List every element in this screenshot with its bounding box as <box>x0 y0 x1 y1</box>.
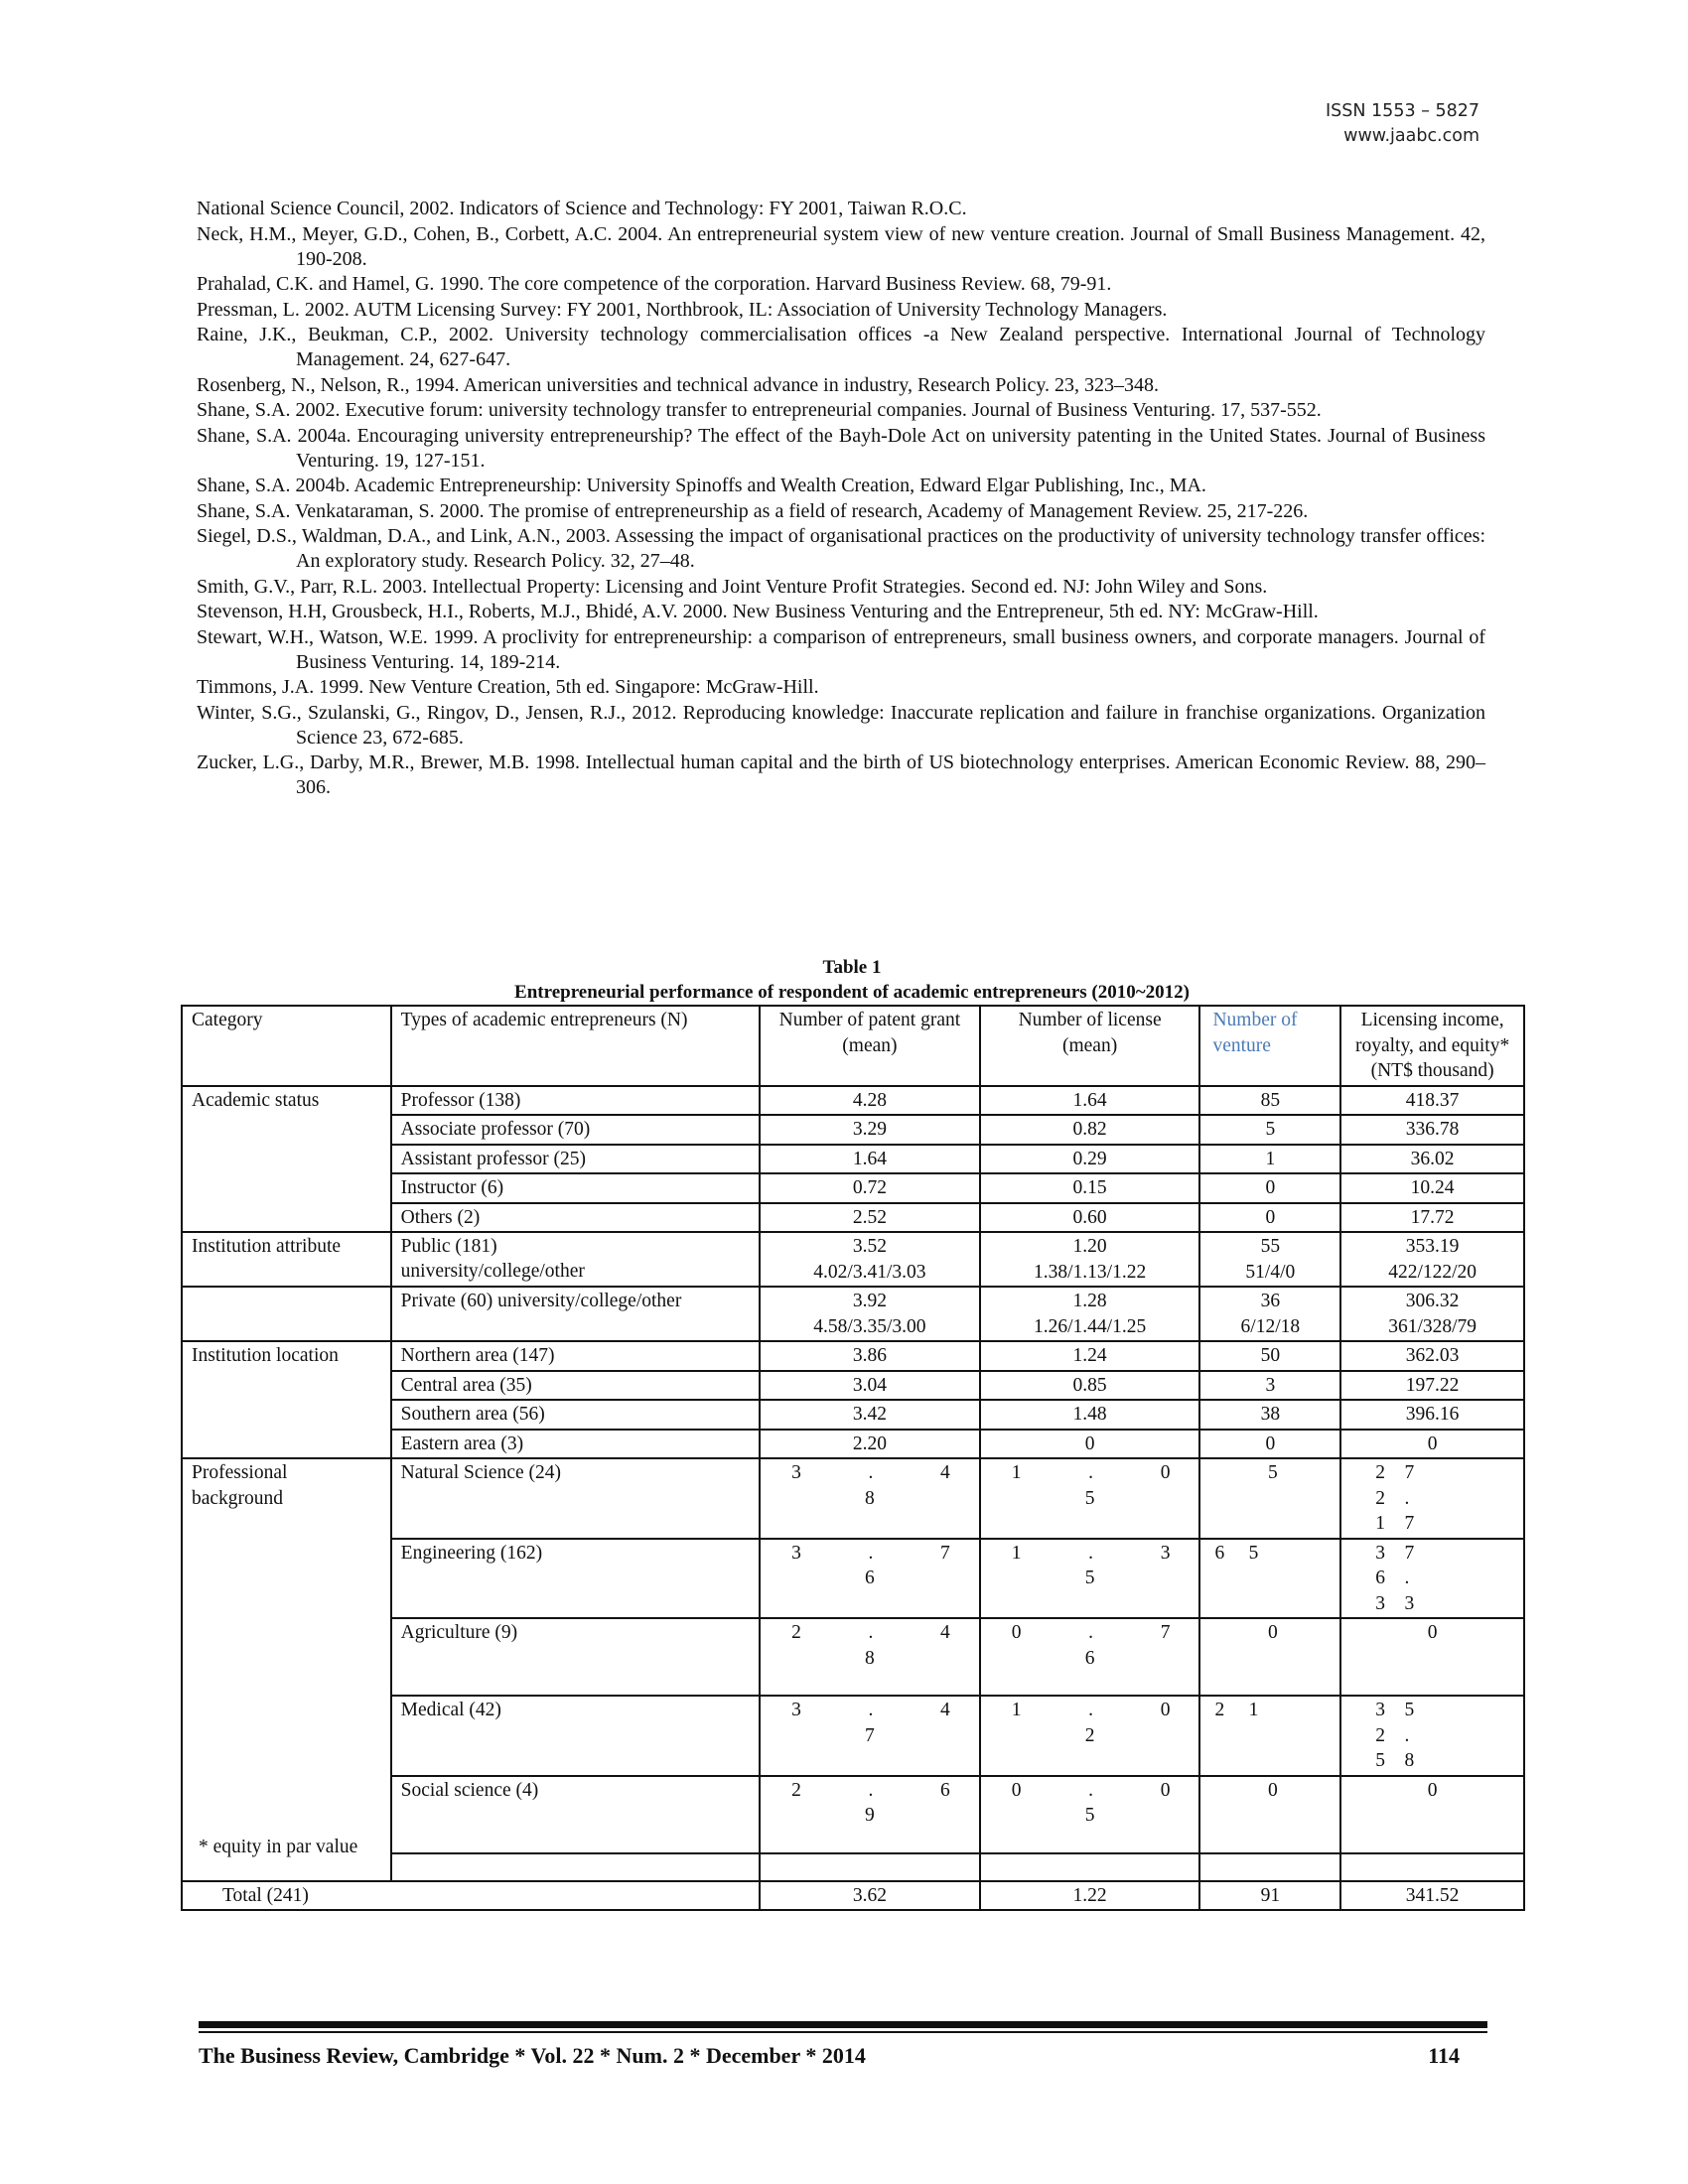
table-cell: 1.64 <box>980 1086 1200 1116</box>
cell-glyph: 0 <box>1011 1779 1022 1801</box>
header-license: Number of license (mean) <box>980 1006 1200 1086</box>
table-cell: 0 <box>980 1430 1200 1459</box>
cell-glyph: 4 <box>940 1622 950 1643</box>
table-cell <box>980 1696 1200 1776</box>
reference-item: Winter, S.G., Szulanski, G., Ringov, D., Jensen, R.J., 2012. Reproducing knowledge: Inaccurate replication and failure in franchise organizations. Organization Science 23, 672-685. <box>197 701 1485 749</box>
cell-line: 3.52 <box>852 1236 887 1257</box>
reference-item: Timmons, J.A. 1999. New Venture Creation, 5th ed. Singapore: McGraw-Hill. <box>197 676 819 698</box>
reference-item: National Science Council, 2002. Indicators of Science and Technology: FY 2001, Taiwan R.O.C. <box>197 198 967 219</box>
cell-glyph: . <box>868 1542 874 1564</box>
cell-line: 1 7 <box>1375 1513 1415 1534</box>
cell-glyph: 7 <box>865 1724 875 1746</box>
cell-glyph: 2 <box>1084 1724 1095 1746</box>
table-cell: 0.82 <box>980 1115 1200 1145</box>
cell-glyph: 0 <box>1011 1622 1022 1643</box>
table-cell: 2.52 <box>760 1203 980 1233</box>
table-cell: 38 <box>1199 1400 1340 1430</box>
table-cell: 0 <box>1340 1430 1524 1459</box>
table-cell: Northern area (147) <box>391 1341 760 1371</box>
cell-glyph: 6 <box>1084 1647 1095 1669</box>
cell-glyph: . <box>868 1700 874 1720</box>
table-cell: 50 <box>1199 1341 1340 1371</box>
cell-line: Public (181) <box>400 1236 497 1257</box>
table-cell: 10.24 <box>1340 1173 1524 1203</box>
reference-list <box>197 197 1485 801</box>
cell-line: 1.20 <box>1072 1236 1107 1257</box>
table-cell: 3 <box>1199 1371 1340 1401</box>
table-row <box>182 1086 1524 1116</box>
cell-line: 4.02/3.41/3.03 <box>813 1261 926 1283</box>
table-cell <box>1199 1287 1340 1341</box>
table-cell: 418.37 <box>1340 1086 1524 1116</box>
table-cell <box>760 1539 980 1619</box>
cell-line: 3 3 <box>1375 1592 1415 1614</box>
table-cell: 36.02 <box>1340 1145 1524 1174</box>
page-header <box>1326 99 1479 149</box>
reference-item: Shane, S.A. 2004a. Encouraging university entrepreneurship? The effect of the Bayh-Dole Act on university patenting in the United States. Journal of Business Venturing. 19, 127-151. <box>197 424 1485 472</box>
table-cell <box>1199 1232 1340 1287</box>
category-academic-status: Academic status <box>182 1086 391 1233</box>
cell-glyph: . <box>1088 1779 1094 1801</box>
cell-glyph: 5 <box>1084 1805 1095 1826</box>
table-row <box>182 1458 1524 1539</box>
table-cell: 341.52 <box>1340 1881 1524 1911</box>
reference-item: Stewart, W.H., Watson, W.E. 1999. A proclivity for entrepreneurship: a comparison of entrepreneurs, small business owners, and corporate managers. Journal of Business Venturing. 14, 189-214. <box>197 625 1485 673</box>
table-cell: Southern area (56) <box>391 1400 760 1430</box>
table-cell: 85 <box>1199 1086 1340 1116</box>
cell-line: 1.38/1.13/1.22 <box>1033 1261 1147 1283</box>
table-cell: Natural Science (24) <box>391 1458 760 1539</box>
cell-glyph: 7 <box>1160 1622 1171 1643</box>
cell-line: 422/122/20 <box>1388 1261 1477 1283</box>
table-cell: Eastern area (3) <box>391 1430 760 1459</box>
table-cell <box>1340 1232 1524 1287</box>
table-cell: Private (60) university/college/other <box>391 1287 760 1341</box>
cell-glyph: 6 <box>865 1568 875 1588</box>
cell-line: 3 5 <box>1375 1700 1415 1720</box>
table-row <box>182 1341 1524 1371</box>
table-cell: 5 <box>1199 1115 1340 1145</box>
table-cell <box>1340 1696 1524 1776</box>
cell-glyph: 4 <box>940 1700 950 1720</box>
table-cell: 3.04 <box>760 1371 980 1401</box>
table-cell <box>760 1696 980 1776</box>
cell-line: 0 <box>1427 1779 1438 1801</box>
header-row <box>182 1006 1524 1086</box>
cell-glyph: 8 <box>865 1487 875 1509</box>
empty-cell <box>760 1853 980 1881</box>
cell-line: university/college/other <box>400 1261 585 1282</box>
table-cell: 336.78 <box>1340 1115 1524 1145</box>
category-institution-location: Institution location <box>182 1341 391 1458</box>
cell-glyph: 2 <box>791 1622 801 1643</box>
table-cell: 1.22 <box>980 1881 1200 1911</box>
table-cell <box>760 1232 980 1287</box>
table-cell <box>980 1232 1200 1287</box>
reference-item: Siegel, D.S., Waldman, D.A., and Link, A.N., 2003. Assessing the impact of organisational practices on the productivity of university technology transfer offices: An exploratory study. Research Policy. 32, 27–48. <box>197 525 1485 572</box>
table-cell <box>760 1776 980 1853</box>
table-cell: Assistant professor (25) <box>391 1145 760 1174</box>
cell-line: 2 . <box>1375 1487 1410 1509</box>
reference-item: Zucker, L.G., Darby, M.R., Brewer, M.B. 1998. Intellectual human capital and the birth of US biotechnology enterprises. American Economic Review. 88, 290–306. <box>197 751 1485 798</box>
table-cell <box>1340 1287 1524 1341</box>
reference-item: Rosenberg, N., Nelson, R., 1994. American universities and technical advance in industry, Research Policy. 23, 323–348. <box>197 373 1160 396</box>
table-title: Entrepreneurial performance of respondent of academic entrepreneurs (2010~2012) <box>514 982 1190 1003</box>
cell-glyph: . <box>868 1462 874 1483</box>
table-cell <box>760 1287 980 1341</box>
cell-glyph: 9 <box>865 1805 875 1826</box>
reference-item: Smith, G.V., Parr, R.L. 2003. Intellectual Property: Licensing and Joint Venture Profit Strategies. Second ed. NJ: John Wiley and Sons. <box>197 575 1268 598</box>
website: www.jaabc.com <box>1343 126 1479 146</box>
cell-line: 2 . <box>1375 1724 1410 1746</box>
empty-cell <box>391 1853 760 1881</box>
header-types: Types of academic entrepreneurs (N) <box>391 1006 760 1086</box>
table-cell: 0 <box>1199 1173 1340 1203</box>
cell-glyph: . <box>1088 1700 1094 1720</box>
empty-cell <box>1340 1853 1524 1881</box>
reference-item: Neck, H.M., Meyer, G.D., Cohen, B., Corbett, A.C. 2004. An entrepreneurial system view of new venture creation. Journal of Small Business Management. 42, 190-208. <box>197 222 1485 270</box>
table-cell: Others (2) <box>391 1203 760 1233</box>
table-cell: 0.29 <box>980 1145 1200 1174</box>
table-cell: 4.28 <box>760 1086 980 1116</box>
empty-cell <box>1199 1853 1340 1881</box>
table-label: Table 1 <box>822 957 882 978</box>
table-footnote: * equity in par value <box>199 1837 358 1857</box>
header-patent: Number of patent grant (mean) <box>760 1006 980 1086</box>
cell-glyph: . <box>1088 1622 1094 1643</box>
table-cell <box>980 1776 1200 1853</box>
cell-line: 5 8 <box>1375 1750 1415 1771</box>
cell-glyph: 3 <box>1160 1542 1171 1564</box>
cell-glyph: 6 <box>940 1779 950 1801</box>
cell-glyph: . <box>1088 1462 1094 1483</box>
table-cell: 0 <box>1199 1618 1340 1696</box>
table-cell: 0.15 <box>980 1173 1200 1203</box>
table-cell: Engineering (162) <box>391 1539 760 1619</box>
table-row <box>182 1287 1524 1341</box>
performance-table <box>181 1005 1525 1911</box>
reference-item: Prahalad, C.K. and Hamel, G. 1990. The core competence of the corporation. Harvard Business Review. 68, 79-91. <box>197 273 1112 295</box>
cell-line: 361/328/79 <box>1388 1315 1477 1337</box>
table-cell <box>980 1458 1200 1539</box>
cell-line: 3 7 <box>1375 1542 1415 1564</box>
table-cell: Medical (42) <box>391 1696 760 1776</box>
table-cell: 6 5 <box>1199 1539 1340 1619</box>
table-cell <box>980 1287 1200 1341</box>
table-cell <box>1340 1458 1524 1539</box>
cell-glyph: 8 <box>865 1647 875 1669</box>
table-cell: 0.85 <box>980 1371 1200 1401</box>
table-cell: 1.24 <box>980 1341 1200 1371</box>
table-cell: 3.42 <box>760 1400 980 1430</box>
cell-line: 55 <box>1260 1236 1281 1257</box>
empty-cell <box>980 1853 1200 1881</box>
table-row <box>182 1232 1524 1287</box>
table-cell <box>980 1539 1200 1619</box>
cell-line: 4.58/3.35/3.00 <box>813 1315 926 1337</box>
cell-glyph: . <box>868 1622 874 1643</box>
cell-glyph: 2 <box>791 1779 801 1801</box>
total-row <box>182 1881 1524 1911</box>
table-cell: 1 <box>1199 1145 1340 1174</box>
cell-glyph: 0 <box>1160 1779 1171 1801</box>
cell-line: 6/12/18 <box>1240 1315 1301 1337</box>
table-cell <box>1340 1539 1524 1619</box>
table-cell: 5 <box>1199 1458 1340 1539</box>
table-cell: 3.62 <box>760 1881 980 1911</box>
table-cell <box>760 1458 980 1539</box>
cell-line: 36 <box>1260 1291 1281 1311</box>
reference-item: Pressman, L. 2002. AUTM Licensing Survey: FY 2001, Northbrook, IL: Association of University Technology Managers. <box>197 298 1168 321</box>
table-cell: Agriculture (9) <box>391 1618 760 1696</box>
table-cell <box>760 1618 980 1696</box>
cell-glyph: 3 <box>791 1462 801 1483</box>
cell-glyph: 1 <box>1011 1700 1022 1720</box>
reference-item: Raine, J.K., Beukman, C.P., 2002. University technology commercialisation offices -a New Zealand perspective. International Journal of Technology Management. 24, 627-647. <box>197 324 1485 370</box>
table-cell: 91 <box>1199 1881 1340 1911</box>
cell-glyph: 1 <box>1011 1542 1022 1564</box>
footer-rule-thin <box>199 2031 1487 2033</box>
cell-glyph: 3 <box>791 1542 801 1564</box>
cell-line: 1.28 <box>1072 1291 1107 1311</box>
cell-line: 6 . <box>1375 1568 1410 1588</box>
table-cell: 0 <box>1199 1776 1340 1853</box>
table-cell: 1.64 <box>760 1145 980 1174</box>
table-cell: 2.20 <box>760 1430 980 1459</box>
cell-glyph: . <box>868 1779 874 1801</box>
cell-glyph: 4 <box>940 1462 950 1483</box>
total-label: Total (241) <box>182 1881 760 1911</box>
footer-rule-thick <box>199 2021 1487 2028</box>
table-cell: 0 <box>1199 1430 1340 1459</box>
table-cell: 396.16 <box>1340 1400 1524 1430</box>
reference-item: Shane, S.A. Venkataraman, S. 2000. The promise of entrepreneurship as a field of research, Academy of Management Review. 25, 217-226. <box>197 499 1309 522</box>
cell-glyph: 5 <box>1084 1487 1095 1509</box>
cell-line: 3.92 <box>852 1291 887 1311</box>
header-income: Licensing income, royalty, and equity* (NT$ thousand) <box>1340 1006 1524 1086</box>
table-cell: 0.72 <box>760 1173 980 1203</box>
cell-line: 306.32 <box>1405 1291 1460 1311</box>
cell-line: 0 <box>1427 1622 1438 1643</box>
cell-glyph: 5 <box>1084 1568 1095 1588</box>
cell-glyph: 7 <box>940 1542 950 1564</box>
cell-line: 353.19 <box>1405 1236 1460 1257</box>
reference-item: Shane, S.A. 2004b. Academic Entrepreneurship: University Spinoffs and Wealth Creation, Edward Elgar Publishing, Inc., MA. <box>197 475 1206 496</box>
journal-citation: The Business Review, Cambridge * Vol. 22 * Num. 2 * December * 2014 <box>199 2043 866 2068</box>
table-cell <box>391 1232 760 1287</box>
table-cell <box>1340 1776 1524 1853</box>
header-category: Category <box>182 1006 391 1086</box>
cell-glyph: 3 <box>791 1700 801 1720</box>
cell-line: 1.26/1.44/1.25 <box>1033 1315 1147 1337</box>
table-cell: Social science (4) <box>391 1776 760 1853</box>
table-cell: 17.72 <box>1340 1203 1524 1233</box>
cell-glyph: 0 <box>1160 1462 1171 1483</box>
table-cell: Associate professor (70) <box>391 1115 760 1145</box>
table-cell: 3.29 <box>760 1115 980 1145</box>
table-cell: Professor (138) <box>391 1086 760 1116</box>
table-cell: 0 <box>1199 1203 1340 1233</box>
cell-line: Professional <box>192 1462 288 1483</box>
cell-line: 51/4/0 <box>1245 1261 1296 1283</box>
table-cell <box>980 1618 1200 1696</box>
table-cell: 0.60 <box>980 1203 1200 1233</box>
cell-glyph: 0 <box>1160 1700 1171 1720</box>
cell-line: 2 7 <box>1375 1462 1415 1483</box>
table-cell: 3.86 <box>760 1341 980 1371</box>
category-professional-background <box>182 1458 391 1881</box>
table-cell: 2 1 <box>1199 1696 1340 1776</box>
table-cell: 197.22 <box>1340 1371 1524 1401</box>
table-cell <box>1340 1618 1524 1696</box>
table-cell: Instructor (6) <box>391 1173 760 1203</box>
cell-glyph: . <box>1088 1542 1094 1564</box>
cell-glyph: 1 <box>1011 1462 1022 1483</box>
table-cell: Central area (35) <box>391 1371 760 1401</box>
empty-cell <box>182 1287 391 1341</box>
category-institution-attribute: Institution attribute <box>182 1232 391 1287</box>
table-cell: 1.48 <box>980 1400 1200 1430</box>
reference-item: Stevenson, H.H, Grousbeck, H.I., Roberts, M.J., Bhidé, A.V. 2000. New Business Venturing and the Entrepreneur, 5th ed. NY: McGraw-Hill. <box>197 601 1319 622</box>
header-venture: Number of venture <box>1199 1006 1340 1086</box>
page-number: 114 <box>1428 2043 1460 2068</box>
table-caption <box>180 955 1524 1005</box>
reference-item: Shane, S.A. 2002. Executive forum: university technology transfer to entrepreneurial companies. Journal of Business Venturing. 17, 537-552. <box>197 399 1322 421</box>
cell-line: background <box>192 1487 284 1509</box>
table-cell: 362.03 <box>1340 1341 1524 1371</box>
issn: ISSN 1553 – 5827 <box>1326 101 1479 121</box>
